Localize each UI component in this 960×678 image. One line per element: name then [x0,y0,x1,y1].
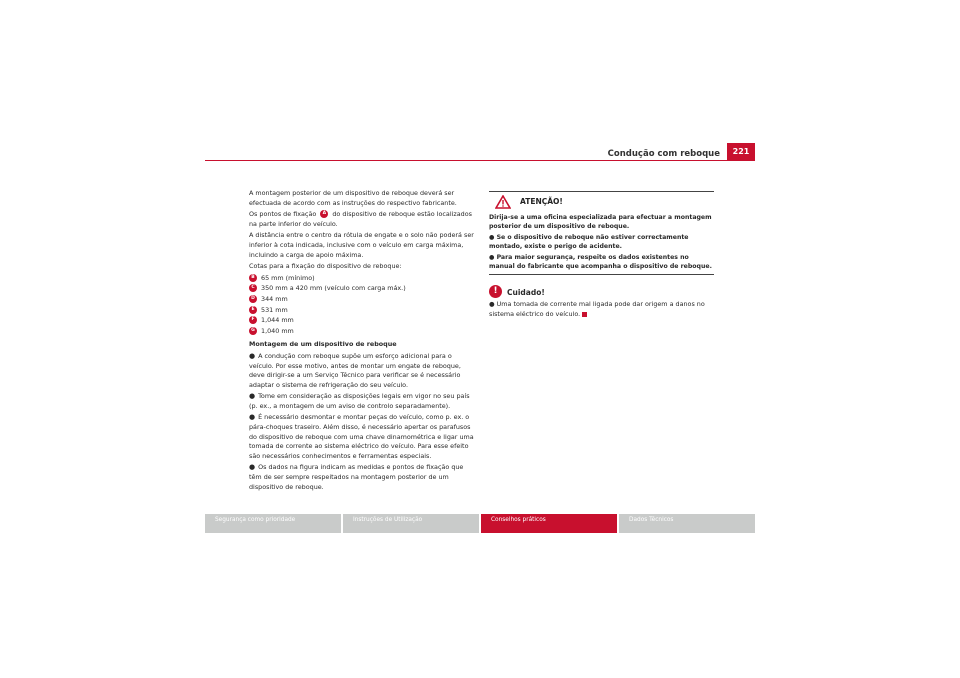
dimension-item: D 344 mm [249,295,474,305]
warning-box [489,191,714,275]
dimension-item: B 65 mm (mínimo) [249,274,474,284]
callout-badge-g: G [249,327,257,335]
tab-dados-tecnicos[interactable]: Dados Técnicos [619,514,755,533]
list-item: ● Se o dispositivo de reboque não estiver correctamente montado, existe o perigo de acidente. [489,233,689,251]
right-column [489,191,714,322]
dimension-item: C 350 mm a 420 mm (veículo com carga máx.) [249,284,474,294]
warning-text: Dirija-se a uma oficina especializada para efectuar a montagem posterior de um dispositivo de reboque. [489,214,712,231]
section-heading: Montagem de um dispositivo de reboque [249,340,397,349]
warning-title: ATENÇÃO! [520,197,563,206]
bullet-icon: ● [489,253,497,261]
bullet-icon: ● [249,463,256,472]
bullet-icon: ● [249,351,256,360]
paragraph: Cotas para a fixação do dispositivo de reboque: [249,262,402,271]
dimension-item: F 1,044 mm [249,316,474,326]
paragraph [249,210,474,229]
bullet-icon: ● [489,233,497,241]
callout-badge-b: B [249,274,257,282]
left-column [249,189,474,494]
callout-badge-a: A [320,210,328,218]
page-title: Condução com reboque [607,149,720,159]
end-marker-icon [582,312,587,317]
paragraph-text: do dispositivo de reboque estão localizados na parte inferior do veículo. [249,210,472,228]
list-item: ● Os dados na figura indicam as medidas e pontos de fixação que têm de ser sempre respeitados na montagem posterior de um dispositivo de reboque. [249,463,464,491]
list-item: ● A condução com reboque supõe um esforço adicional para o veículo. Por esse motivo, antes de montar um engate de reboque, deve dirigir-se a um Serviço Técnico para verificar se é necessário adaptar o sistema de refrigeração do seu veículo. [249,351,461,389]
caution-box [489,284,714,319]
list-item: ● Tome em consideração as disposições legais em vigor no seu país (p. ex., a montagem de um aviso de controlo separadamente). [249,392,470,410]
callout-badge-d: D [249,295,257,303]
paragraph: A montagem posterior de um dispositivo de reboque deverá ser efectuada de acordo com as instruções do respectivo fabricante. [249,189,457,207]
warning-header [489,191,714,210]
caution-header [489,284,714,300]
paragraph: A distância entre o centro da rótula de engate e o solo não poderá ser inferior à cota indicada, inclusive com o veículo em carga máxima, incluindo a carga de apoio máxima. [249,231,474,259]
paragraph-text: Os pontos de fixação [249,210,317,219]
callout-badge-f: F [249,316,257,324]
tab-seguranca[interactable]: Segurança como prioridade [205,514,341,533]
warning-triangle-icon [495,195,511,209]
dimension-item: G 1,040 mm [249,327,474,337]
list-item: ● Uma tomada de corrente mal ligada pode dar origem a danos no sistema eléctrico do veículo. [489,300,705,319]
page-number: 221 [727,143,755,160]
bullet-icon: ● [249,392,256,401]
callout-badge-e: E [249,306,257,314]
caution-title: Cuidado! [507,288,545,298]
footer-nav [205,514,755,533]
dimension-item: E 531 mm [249,306,474,316]
header-divider [205,160,755,161]
dimension-list [249,274,474,337]
list-item: ● É necessário desmontar e montar peças do veículo, como p. ex. o pára-choques traseiro. Além disso, é necessário apertar os parafusos do dispositivo de reboque com uma chave dinamométrica e ligar uma tomada de corrente ao sistema eléctrico do veículo. Para esse efeito são necessários conhecimentos e ferramentas especiais. [249,413,474,460]
warning-body [489,213,714,275]
tab-instrucoes[interactable]: Instruções de Utilização [343,514,479,533]
callout-badge-c: C [249,284,257,292]
tab-conselhos[interactable]: Conselhos práticos [481,514,617,533]
list-item: ● Para maior segurança, respeite os dados existentes no manual do fabricante que acompanha o dispositivo de reboque. [489,253,712,271]
exclamation-circle-icon: ! [489,285,502,298]
bullet-icon: ● [249,413,256,422]
bullet-icon: ● [489,300,497,309]
